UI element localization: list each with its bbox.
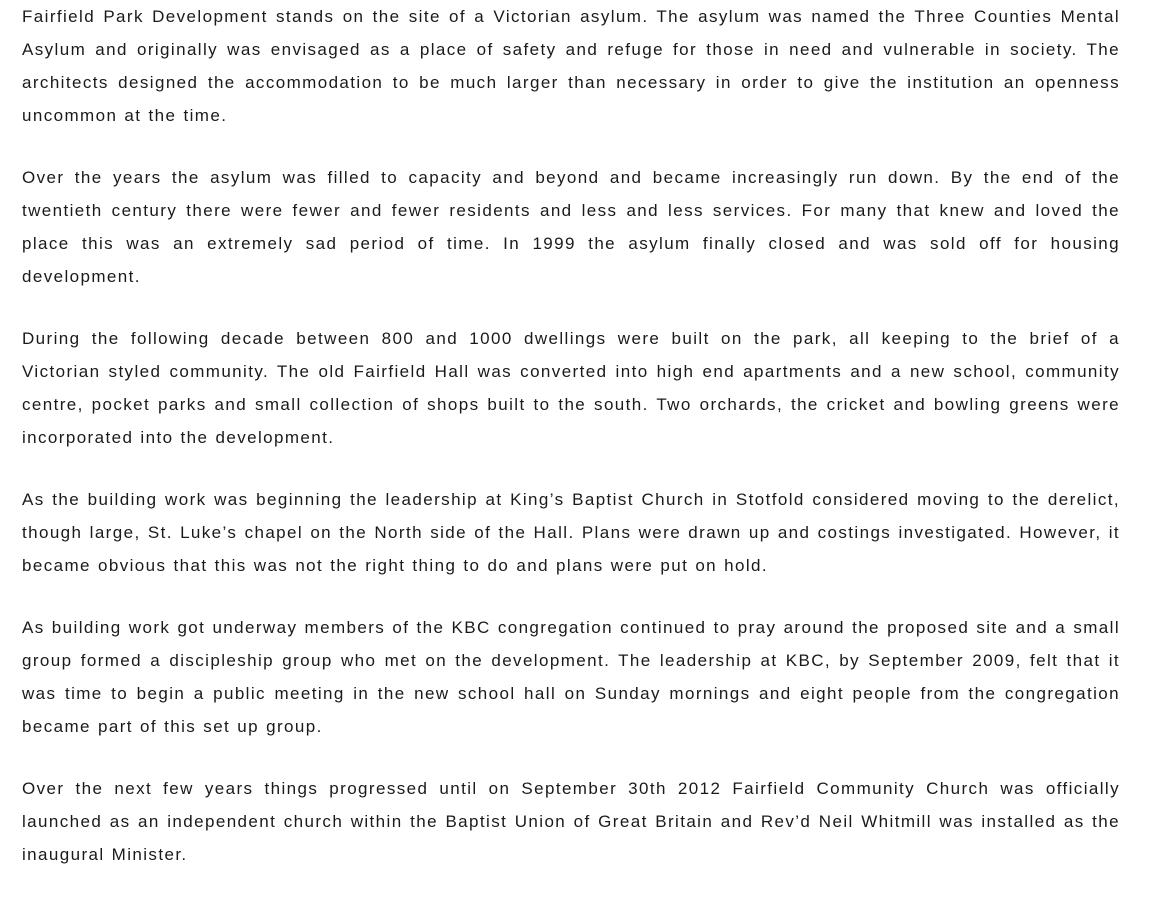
- paragraph-church-launch: Over the next few years things progressed until on September 30th 2012 Fairfield Community Church was officially launched as an independent church within the Baptist Union of Great Britain and Rev’d Neil Whitmill was installed as the inaugural Minister.: [22, 779, 1120, 864]
- paragraph-development: During the following decade between 800 and 1000 dwellings were built on the park, all keeping to the brief of a Victorian styled community. The old Fairfield Hall was converted into high end apartments and a new school, community centre, pocket parks and small collection of shops built to the south. Two orchards, the cricket and bowling greens were incorporated into the development.: [22, 329, 1120, 447]
- paragraph-discipleship-group: As building work got underway members of the KBC congregation continued to pray around the proposed site and a small group formed a discipleship group who met on the development. The leadership at KBC, by September 2009, felt that it was time to begin a public meeting in the new school hall on Sunday mornings and eight people from the congregation became part of this set up group.: [22, 618, 1120, 736]
- paragraph-kings-baptist: As the building work was beginning the leadership at King’s Baptist Church in Stotfold considered moving to the derelict, though large, St. Luke’s chapel on the North side of the Hall. Plans were drawn up and costings investigated. However, it became obvious that this was not the right thing to do and plans were put on hold.: [22, 490, 1120, 575]
- history-article: [22, 0, 1120, 900]
- paragraph-asylum-decline: Over the years the asylum was filled to capacity and beyond and became increasingly run down. By the end of the twentieth century there were fewer and fewer residents and less and less services. For many that knew and loved the place this was an extremely sad period of time. In 1999 the asylum finally closed and was sold off for housing development.: [22, 168, 1120, 286]
- paragraph-asylum-origins: Fairfield Park Development stands on the site of a Victorian asylum. The asylum was named the Three Counties Mental Asylum and originally was envisaged as a place of safety and refuge for those in need and vulnerable in society. The architects designed the accommodation to be much larger than necessary in order to give the institution an openness uncommon at the time.: [22, 7, 1120, 125]
